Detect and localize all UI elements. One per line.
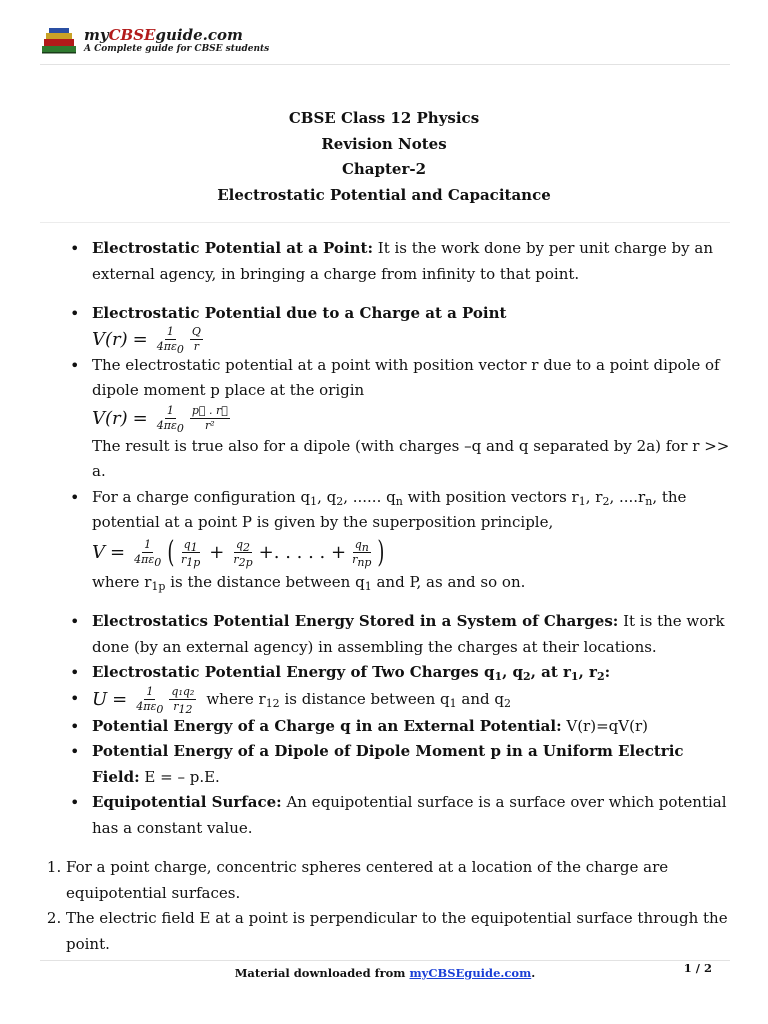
title-line-3: Chapter-2 [341, 160, 427, 178]
document-title [0, 106, 768, 208]
title-line-4: Electrostatic Potential and Capacitance [217, 185, 551, 204]
title-line-1: CBSE Class 12 Physics [288, 109, 480, 127]
list-item [40, 686, 730, 714]
list-item: • Equipotential Surface: An equipotential surface is a surface over which potential has a constant value. [40, 790, 730, 841]
notes-content [40, 236, 730, 957]
numbered-list [40, 855, 730, 957]
formula-two-charges: • U = $\frac{1}{4\pi\varepsilon_0}$ $\frac{\text{q₁q₂}}{r_{12}}$ where $r_{12}$ is distance between $q_1$ and $q_2$ [92, 685, 511, 716]
site-logo[interactable] [40, 26, 269, 56]
list-item: • Electrostatic Potential at a Point: It is the work done by per unit charge by an external agency, in bringing a charge from infinity to that point. [40, 236, 730, 287]
title-line-2: Revision Notes [321, 134, 447, 153]
list-item: • For a charge configuration $q_1$, $q_2$, ...... $q_n$ with position vectors $r_1$, $r_2$, $....r_n$, the potential at a point P is given by the superposition principle, V = $\frac{1}{4\pi\varepsilon_0}$ ( $\frac{q_1}{r_{1p}}$ + $\frac{q_2}{r_{2p}}$ +. . . . . + $\frac{q_n}{r_{np}}$ ) where $r_{1p}$ is the distance between $q_1$ and P, as and so on. [40, 485, 730, 596]
books-icon [40, 26, 80, 56]
title-divider [40, 222, 730, 223]
brand-tagline: A Complete guide for CBSE students [84, 44, 270, 54]
footer-site-link[interactable]: myCBSEguide.com [409, 966, 532, 980]
page-number: 1 / 2 [683, 961, 712, 975]
page-footer [40, 960, 730, 980]
formula-point-charge: V(r) = $\frac{1}{4\pi\varepsilon_0}$ $\frac{Q}{r}$ [92, 325, 201, 356]
list-item: • Potential Energy of a Charge q in an External Potential: V(r)=qV(r) [40, 714, 730, 740]
list-item: • Electrostatic Potential due to a Charge at a Point V(r) = $\frac{1}{4\pi\varepsilon_0}$ $\frac{Q}{r}$ [40, 301, 730, 353]
page-header [40, 22, 730, 65]
bullet-list [40, 236, 730, 841]
formula-dipole: V(r) = $\frac{1}{4\pi\varepsilon_0}$ $\frac{p⃗ . r⃗}{\text{r²}}$ [92, 404, 228, 435]
formula-superposition: V = $\frac{1}{4\pi\varepsilon_0}$ ( $\frac{q_1}{r_{1p}}$ + $\frac{q_2}{r_{2p}}$ +. . . . . + $\frac{q_n}{r_{np}}$ ) [92, 534, 385, 570]
list-item: • The electrostatic potential at a point with position vector r due to a point dipole of dipole moment p place at the origin V(r) = $\frac{1}{4\pi\varepsilon_0}$ $\frac{p⃗ . r⃗}{\text{r²}}$ The result is true also for a dipole (with charges –q and q separated by 2a) for r >> a. [40, 353, 730, 485]
list-item: • Potential Energy of a Dipole of Dipole Moment p in a Uniform Electric Field: E = – p.E. [40, 739, 730, 790]
brand-name: myCBSEguide.com [84, 26, 243, 44]
list-item: 2. The electric field E at a point is perpendicular to the equipotential surface through the point. [66, 906, 730, 957]
list-item: • Electrostatic Potential Energy of Two Charges $q_1$, $q_2$, at $r_1$, $r_2$: [40, 660, 730, 686]
footer-note: Material downloaded from myCBSEguide.com. [234, 966, 536, 980]
list-item: • Electrostatics Potential Energy Stored in a System of Charges: It is the work done (by an external agency) in assembling the charges at their locations. [40, 609, 730, 660]
list-item: 1. For a point charge, concentric spheres centered at a location of the charge are equipotential surfaces. [66, 855, 730, 906]
